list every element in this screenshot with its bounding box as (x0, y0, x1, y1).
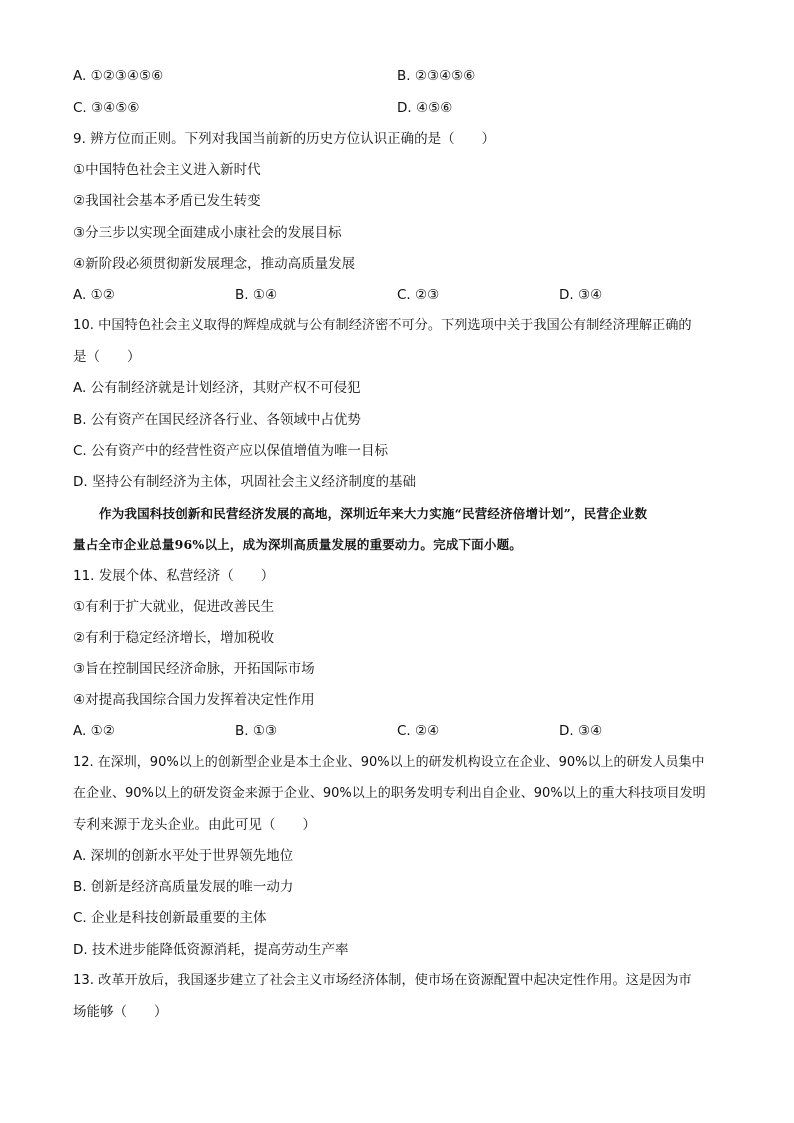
q11-stem: 11. 发展个体、私营经济（ ） (73, 568, 275, 584)
q9-item-4: ④新阶段必须贯彻新发展理念，推动高质量发展 (73, 256, 356, 272)
q11-option-c: C. ②④ (397, 723, 440, 739)
q12-option-c: C. 企业是科技创新最重要的主体 (73, 910, 267, 926)
q11-option-a: A. ①② (73, 723, 115, 739)
q9-item-3: ③分三步以实现全面建成小康社会的发展目标 (73, 225, 342, 241)
q9-item-2: ②我国社会基本矛盾已发生转变 (73, 193, 261, 209)
q12-stem-line-1: 12. 在深圳，90%以上的创新型企业是本土企业、90%以上的研发机构设立在企业、90%以上的研发人员集中 (73, 755, 705, 770)
q8-option-a: A. ①②③④⑤⑥ (73, 68, 164, 84)
q9-stem: 9. 辨方位而正则。下列对我国当前新的历史方位认识正确的是（ ） (73, 131, 496, 147)
q9-option-c: C. ②③ (397, 287, 440, 303)
q12-option-d: D. 技术进步能降低资源消耗，提高劳动生产率 (73, 942, 349, 958)
q13-stem-line-2: 场能够（ ） (73, 1004, 168, 1020)
q11-item-4: ④对提高我国综合国力发挥着决定性作用 (73, 692, 315, 708)
q11-item-1: ①有利于扩大就业，促进改善民生 (73, 599, 275, 615)
q8-option-c: C. ③④⑤⑥ (73, 100, 140, 116)
q10-stem-line-2: 是（ ） (73, 349, 141, 365)
q12-stem-line-2: 在企业、90%以上的研发资金来源于企业、90%以上的职务发明专利出自企业、90%以上的重大科技项目发明 (73, 786, 706, 801)
q10-option-c: C. 公有资产中的经营性资产应以保值增值为唯一目标 (73, 443, 389, 459)
material-line-1: 作为我国科技创新和民营经济发展的高地，深圳近年来大力实施“民营经济倍增计划”，民营企业数 (99, 506, 648, 521)
q11-option-d: D. ③④ (559, 723, 603, 739)
q10-stem-line-1: 10. 中国特色社会主义取得的辉煌成就与公有制经济密不可分。下列选项中关于我国公有制经济理解正确的 (73, 318, 692, 333)
q10-option-d: D. 坚持公有制经济为主体，巩固社会主义经济制度的基础 (73, 474, 416, 490)
q10-option-a: A. 公有制经济就是计划经济，其财产权不可侵犯 (73, 380, 361, 396)
material-line-2: 量占全市企业总量96%以上，成为深圳高质量发展的重要动力。完成下面小题。 (73, 537, 522, 552)
q9-item-1: ①中国特色社会主义进入新时代 (73, 162, 261, 178)
q12-stem-line-3: 专利来源于龙头企业。由此可见（ ） (73, 817, 316, 833)
q9-option-d: D. ③④ (559, 287, 603, 303)
q8-option-d: D. ④⑤⑥ (397, 100, 453, 116)
q12-option-b: B. 创新是经济高质量发展的唯一动力 (73, 879, 294, 895)
q10-option-b: B. 公有资产在国民经济各行业、各领域中占优势 (73, 412, 361, 428)
q12-option-a: A. 深圳的创新水平处于世界领先地位 (73, 848, 294, 864)
q9-option-b: B. ①④ (235, 287, 278, 303)
q11-item-3: ③旨在控制国民经济命脉，开拓国际市场 (73, 661, 315, 677)
q9-option-a: A. ①② (73, 287, 115, 303)
q13-stem-line-1: 13. 改革开放后，我国逐步建立了社会主义市场经济体制，使市场在资源配置中起决定性作用。这是因为市 (73, 973, 692, 988)
q8-option-b: B. ②③④⑤⑥ (397, 68, 476, 84)
q11-item-2: ②有利于稳定经济增长，增加税收 (73, 630, 275, 646)
q11-option-b: B. ①③ (235, 723, 278, 739)
